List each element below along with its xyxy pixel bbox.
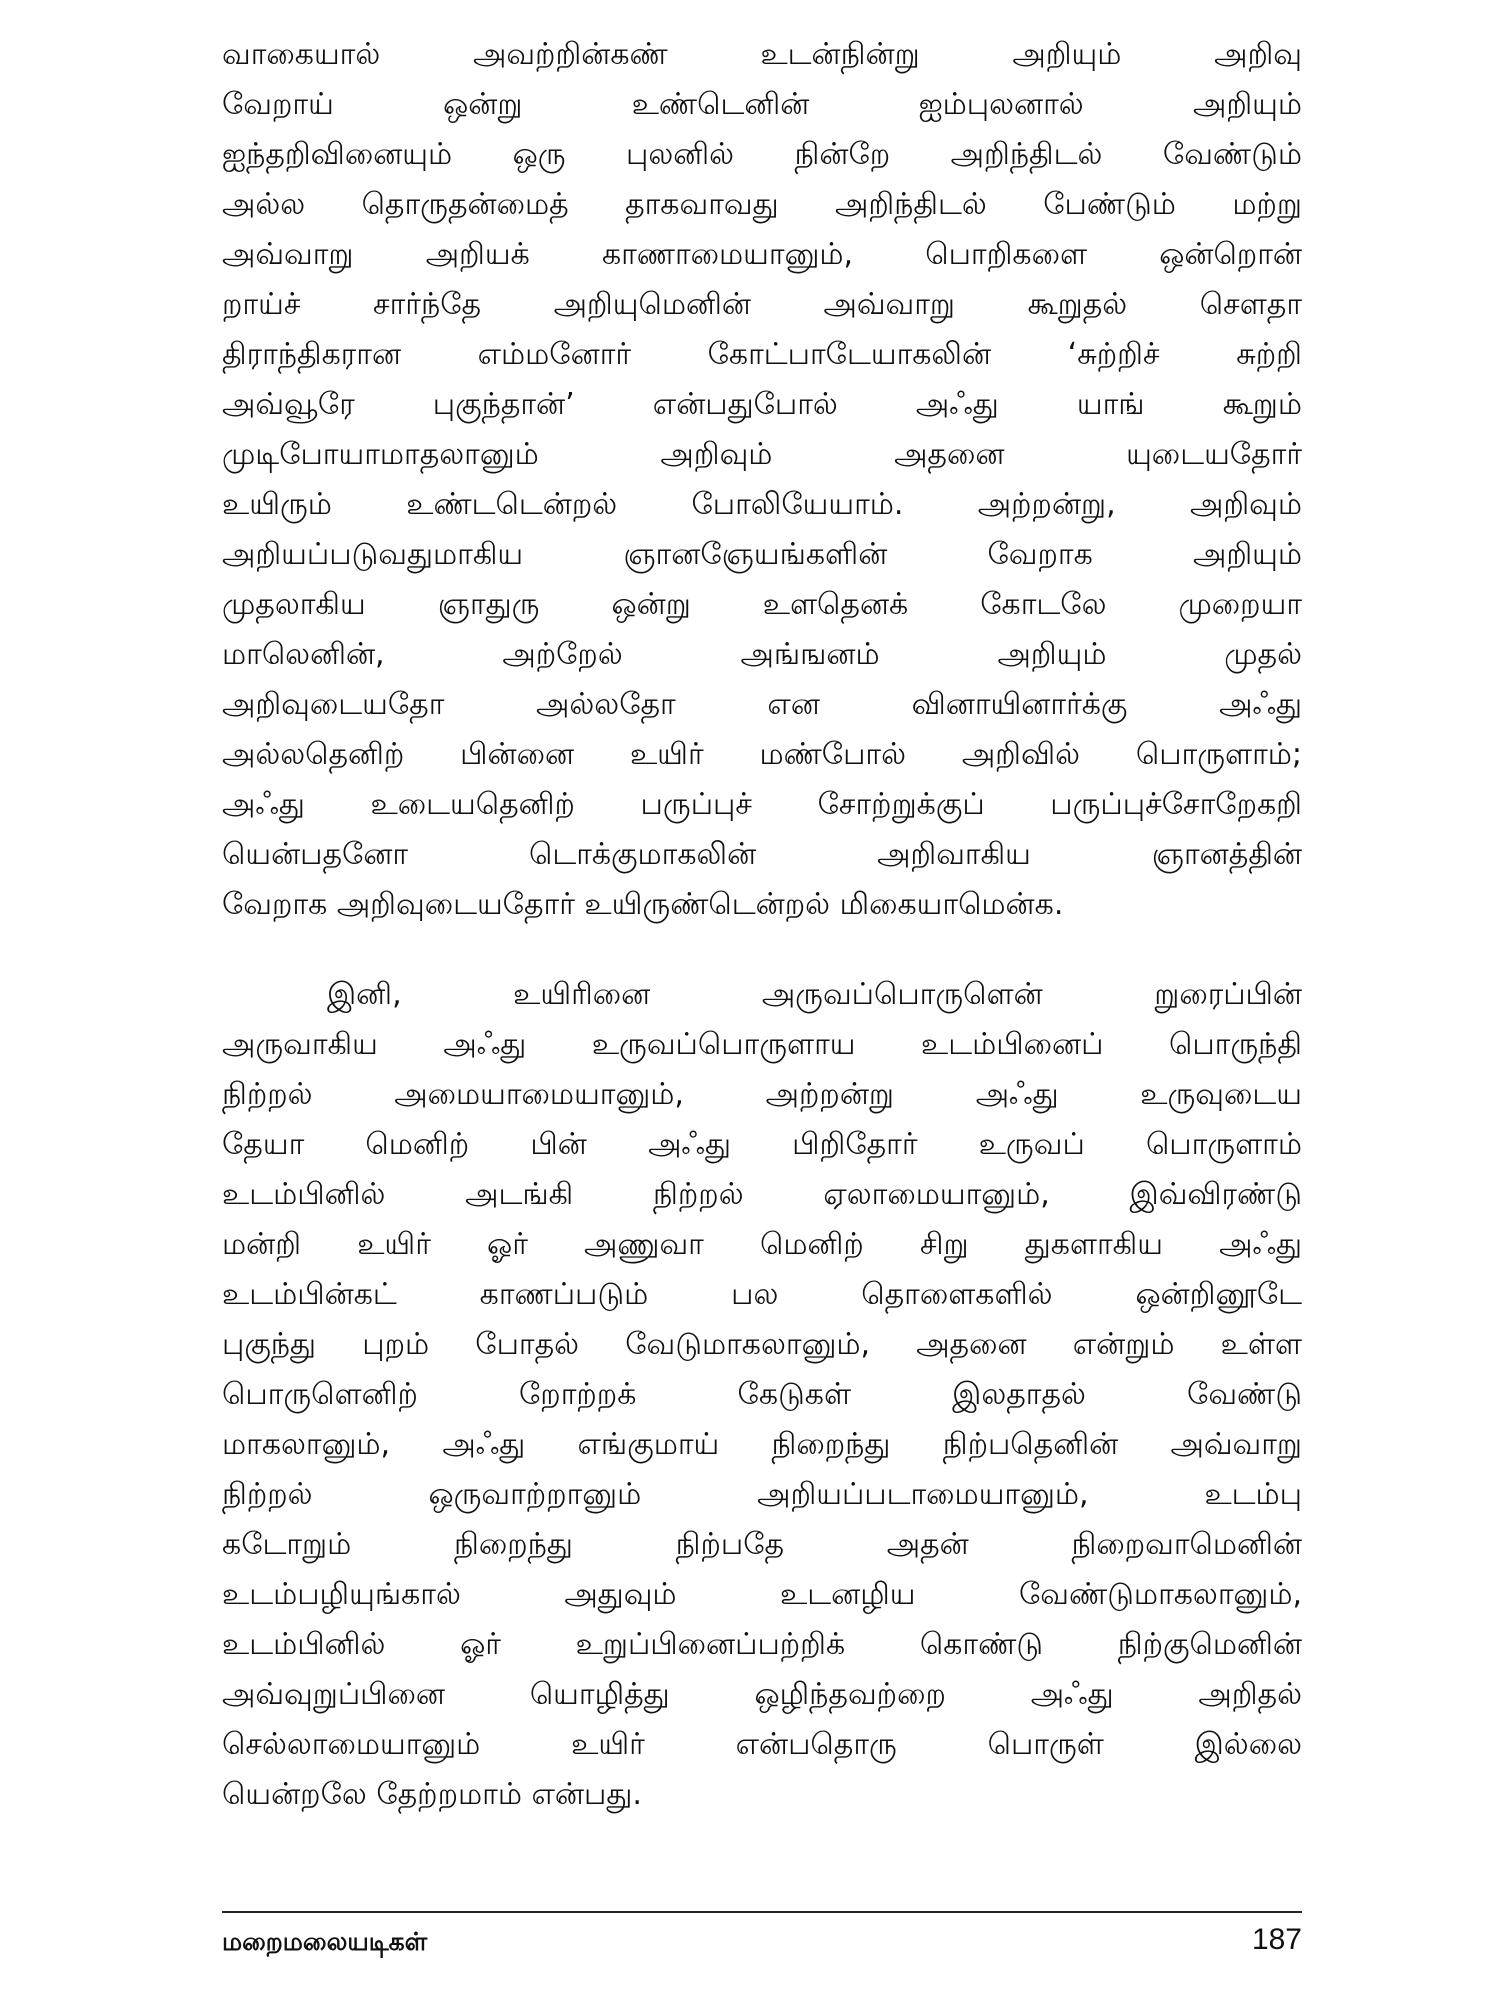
text-line: வாகையால் அவற்றின்கண் உடன்நின்று அறியும் அறிவு [222,37,1302,72]
text-line: யென்றலே தேற்றமாம் என்பது. [222,1777,642,1812]
text-line: பொருளெனிற் றோற்றக் கேடுகள் இலதாதல் வேண்டு [222,1377,1302,1412]
text-line: அவ்வாறு அறியக் காணாமையானும், பொறிகளை ஒன்றொன் [222,237,1302,272]
text-line: முடிபோயாமாதலானும் அறிவும் அதனை யுடையதோர் [222,437,1302,472]
text-line: மாலெனின், அற்றேல் அங்ஙனம் அறியும் முதல் [222,637,1302,672]
text-line: அல்லதெனிற் பின்னை உயிர் மண்போல் அறிவில் பொருளாம்; [222,737,1302,772]
text-line: வேறாக அறிவுடையதோர் உயிருண்டென்றல் மிகையாமென்க. [222,887,1064,922]
text-line: உடம்பினில் அடங்கி நிற்றல் ஏலாமையானும், இவ்விரண்டு [222,1177,1302,1212]
text-line: யென்பதனோ டொக்குமாகலின் அறிவாகிய ஞானத்தின் [222,837,1302,872]
text-line: நிற்றல் அமையாமையானும், அற்றன்று அஃது உருவுடைய [222,1077,1302,1112]
text-line: ஐந்தறிவினையும் ஒரு புலனில் நின்றே அறிந்திடல் வேண்டும் [222,137,1302,172]
text-line: அஃது உடையதெனிற் பருப்புச் சோற்றுக்குப் பருப்புச்சோறேகறி [222,787,1302,822]
text-line: அறியப்படுவதுமாகிய ஞானஞேயங்களின் வேறாக அறியும் [222,537,1302,572]
text-line: றாய்ச் சார்ந்தே அறியுமெனின் அவ்வாறு கூறுதல் சௌதா [222,287,1302,322]
footer-author: மறைமலையடிகள் [222,1927,428,1956]
text-line: இனி, உயிரினை அருவப்பொருளென் றுரைப்பின் [327,977,1302,1012]
text-line: அவ்வுறுப்பினை யொழித்து ஒழிந்தவற்றை அஃது அறிதல் [222,1677,1302,1712]
text-line: மாகலானும், அஃது எங்குமாய் நிறைந்து நிற்பதெனின் அவ்வாறு [222,1427,1302,1462]
text-line: செல்லாமையானும் உயிர் என்பதொரு பொருள் இல்லை [222,1727,1302,1762]
text-line: கடோறும் நிறைந்து நிற்பதே அதன் நிறைவாமெனின் [222,1527,1302,1562]
text-line: அருவாகிய அஃது உருவப்பொருளாய உடம்பினைப் பொருந்தி [222,1027,1302,1062]
text-line: தேயா மெனிற் பின் அஃது பிறிதோர் உருவப் பொருளாம் [222,1127,1302,1162]
text-line: உயிரும் உண்டடென்றல் போலியேயாம். அற்றன்று, அறிவும் [222,487,1302,522]
page-number: 187 [1251,1923,1302,1956]
text-line: முதலாகிய ஞாதுரு ஒன்று உளதெனக் கோடலே முறையா [222,587,1302,622]
text-line: உடம்பின்கட் காணப்படும் பல தொளைகளில் ஒன்றினூடே [222,1277,1302,1312]
paragraph-2 [222,970,1302,1820]
text-line: நிற்றல் ஒருவாற்றானும் அறியப்படாமையானும், உடம்பு [222,1477,1302,1512]
footer-divider [222,1911,1302,1913]
text-line: அவ்வூரே புகுந்தான்’ என்பதுபோல் அஃது யாங் கூறும் [222,387,1302,422]
text-line: திராந்திகரான எம்மனோர் கோட்பாடேயாகலின் ‘சுற்றிச் சுற்றி [222,337,1302,372]
text-line: வேறாய் ஒன்று உண்டெனின் ஐம்புலனால் அறியும் [222,87,1302,122]
paragraph-1 [222,30,1302,930]
text-line: அல்ல தொருதன்மைத் தாகவாவது அறிந்திடல் பேண்டும் மற்று [222,187,1302,222]
text-line: மன்றி உயிர் ஓர் அணுவா மெனிற் சிறு துகளாகிய அஃது [222,1227,1302,1262]
text-line: உடம்பழியுங்கால் அதுவும் உடனழிய வேண்டுமாகலானும், [222,1577,1302,1612]
text-line: உடம்பினில் ஓர் உறுப்பினைப்பற்றிக் கொண்டு நிற்குமெனின் [222,1627,1302,1662]
text-line: புகுந்து புறம் போதல் வேடுமாகலானும், அதனை என்றும் உள்ள [222,1327,1302,1362]
text-line: அறிவுடையதோ அல்லதோ என வினாயினார்க்கு அஃது [222,687,1302,722]
